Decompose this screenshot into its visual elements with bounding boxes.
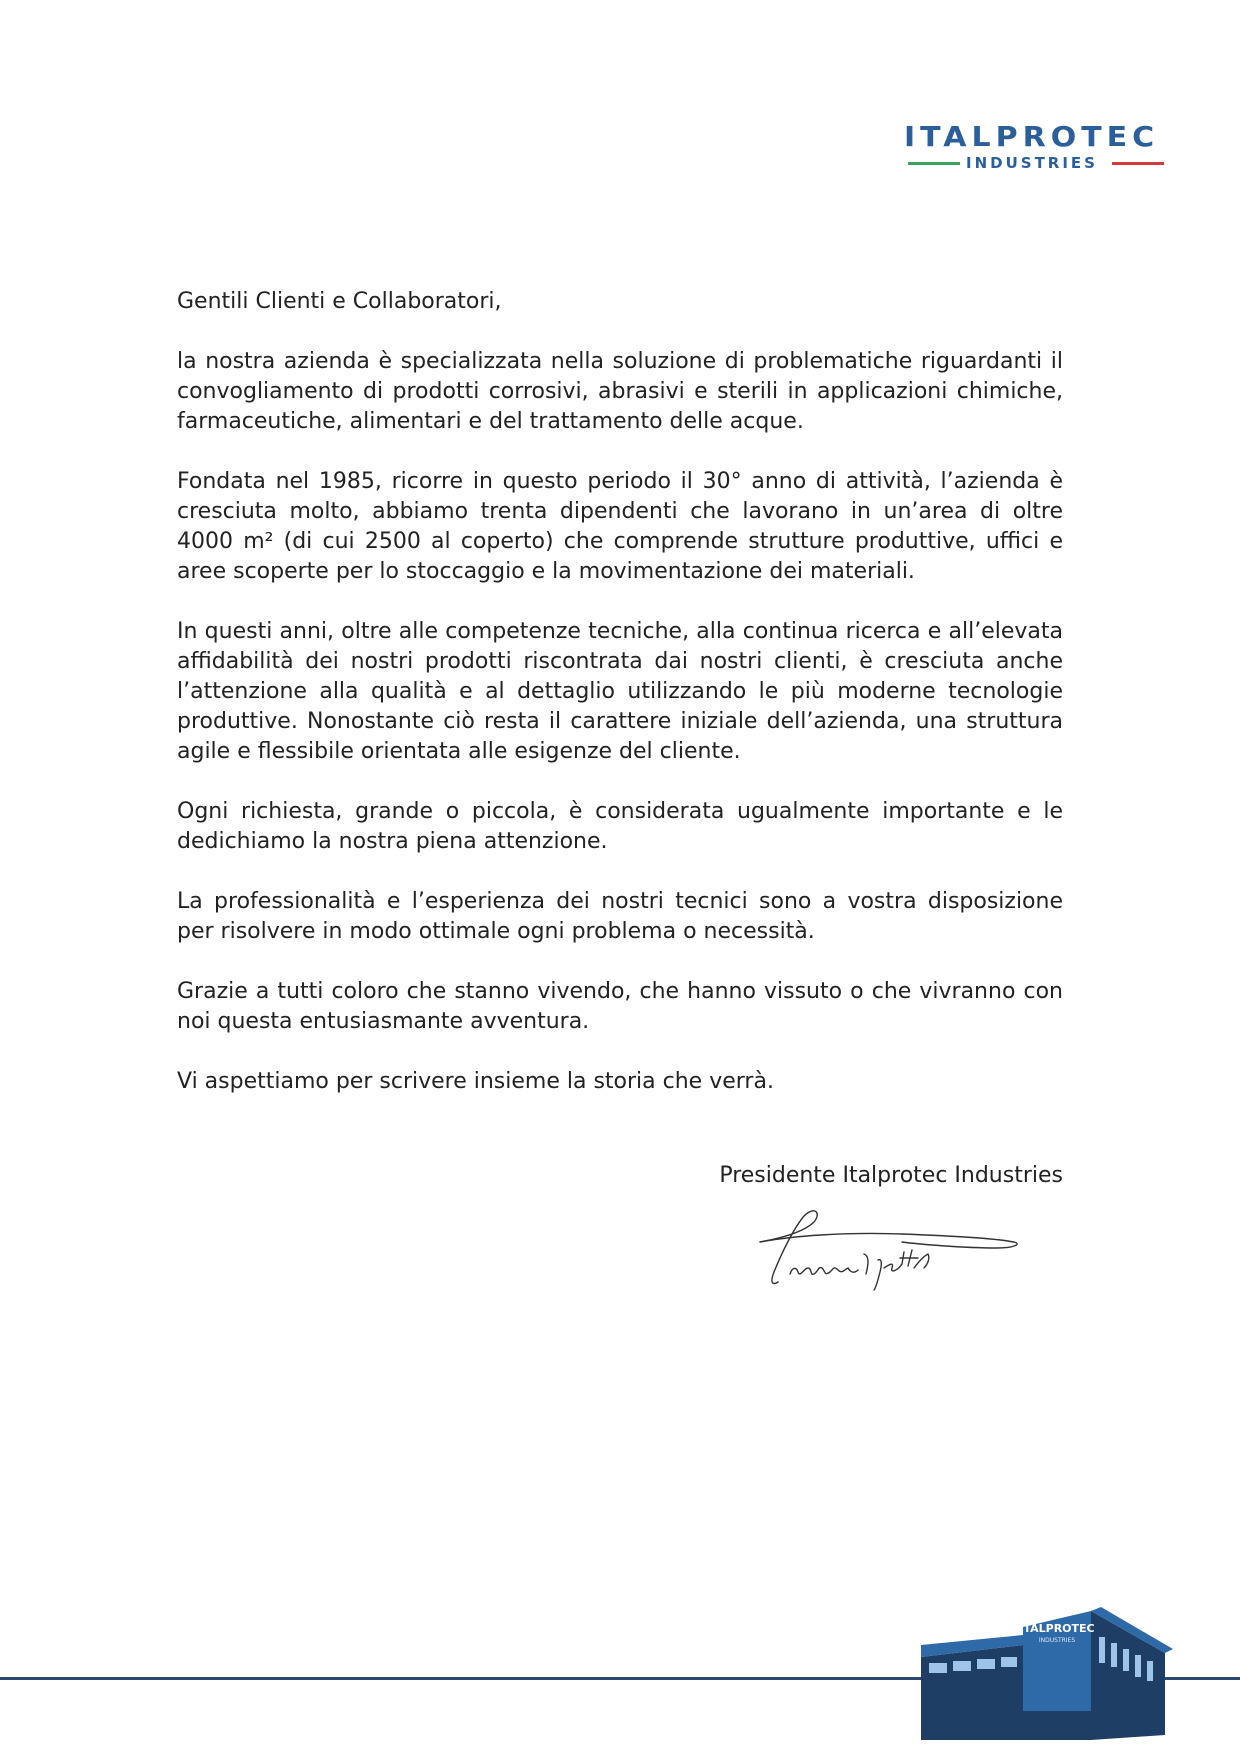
building-sign-subtitle: INDUSTRIES [1038,1637,1076,1644]
paragraph-7: Vi aspettiamo per scrivere insieme la storia che verrà. [177,1069,774,1094]
handwritten-signature [752,1202,1037,1292]
paragraph-3: In questi anni, oltre alle competenze tecniche, alla continua ricerca e all’elevata affidabilità dei nostri prodotti riscontrata dai nostri clienti, è cresciuta anche l’attenzione alla qualità e al dettaglio utilizzando le più moderne tecnologie produttive. Nonostante ciò resta il carattere iniziale dell’azienda, una struttura agile e flessibile orientata alle esigenze del cliente. [177,619,1063,764]
logo-subtitle-text: INDUSTRIES [966,154,1098,172]
company-logo [904,121,1166,176]
paragraph-1: la nostra azienda è specializzata nella soluzione di problematiche riguardanti il convogliamento di prodotti corrosivi, abrasivi e sterili in applicazioni chimiche, farmaceutiche, alimentari e del trattamento delle acque. [177,349,1063,434]
logo-green-stripe [908,162,960,165]
paragraph-5: La professionalità e l’esperienza dei nostri tecnici sono a vostra disposizione per risolvere in modo ottimale ogni problema o necessità. [177,889,1063,944]
signature-title: Presidente Italprotec Industries [719,1163,1063,1188]
building-sign: ITALPROTEC [1019,1622,1095,1635]
logo-red-stripe [1112,162,1164,165]
paragraph-6: Grazie a tutti coloro che stanno vivendo, che hanno vissuto o che vivranno con noi questa entusiasmante avventura. [177,979,1063,1034]
logo-brand-text: ITALPROTEC [904,121,1160,154]
letter-greeting: Gentili Clienti e Collaboratori, [177,289,502,314]
letter-body [177,287,1063,1127]
paragraph-4: Ogni richiesta, grande o piccola, è considerata ugualmente importante e le dedichiamo la nostra piena attenzione. [177,799,1063,854]
paragraph-2: Fondata nel 1985, ricorre in questo periodo il 30° anno di attività, l’azienda è cresciuta molto, abbiamo trenta dipendenti che lavorano in un’area di oltre 4000 m² (di cui 2500 al coperto) che comprende strutture produttive, uffici e aree scoperte per lo stoccaggio e la movimentazione dei materiali. [177,469,1063,584]
company-building-illustration [915,1605,1175,1740]
